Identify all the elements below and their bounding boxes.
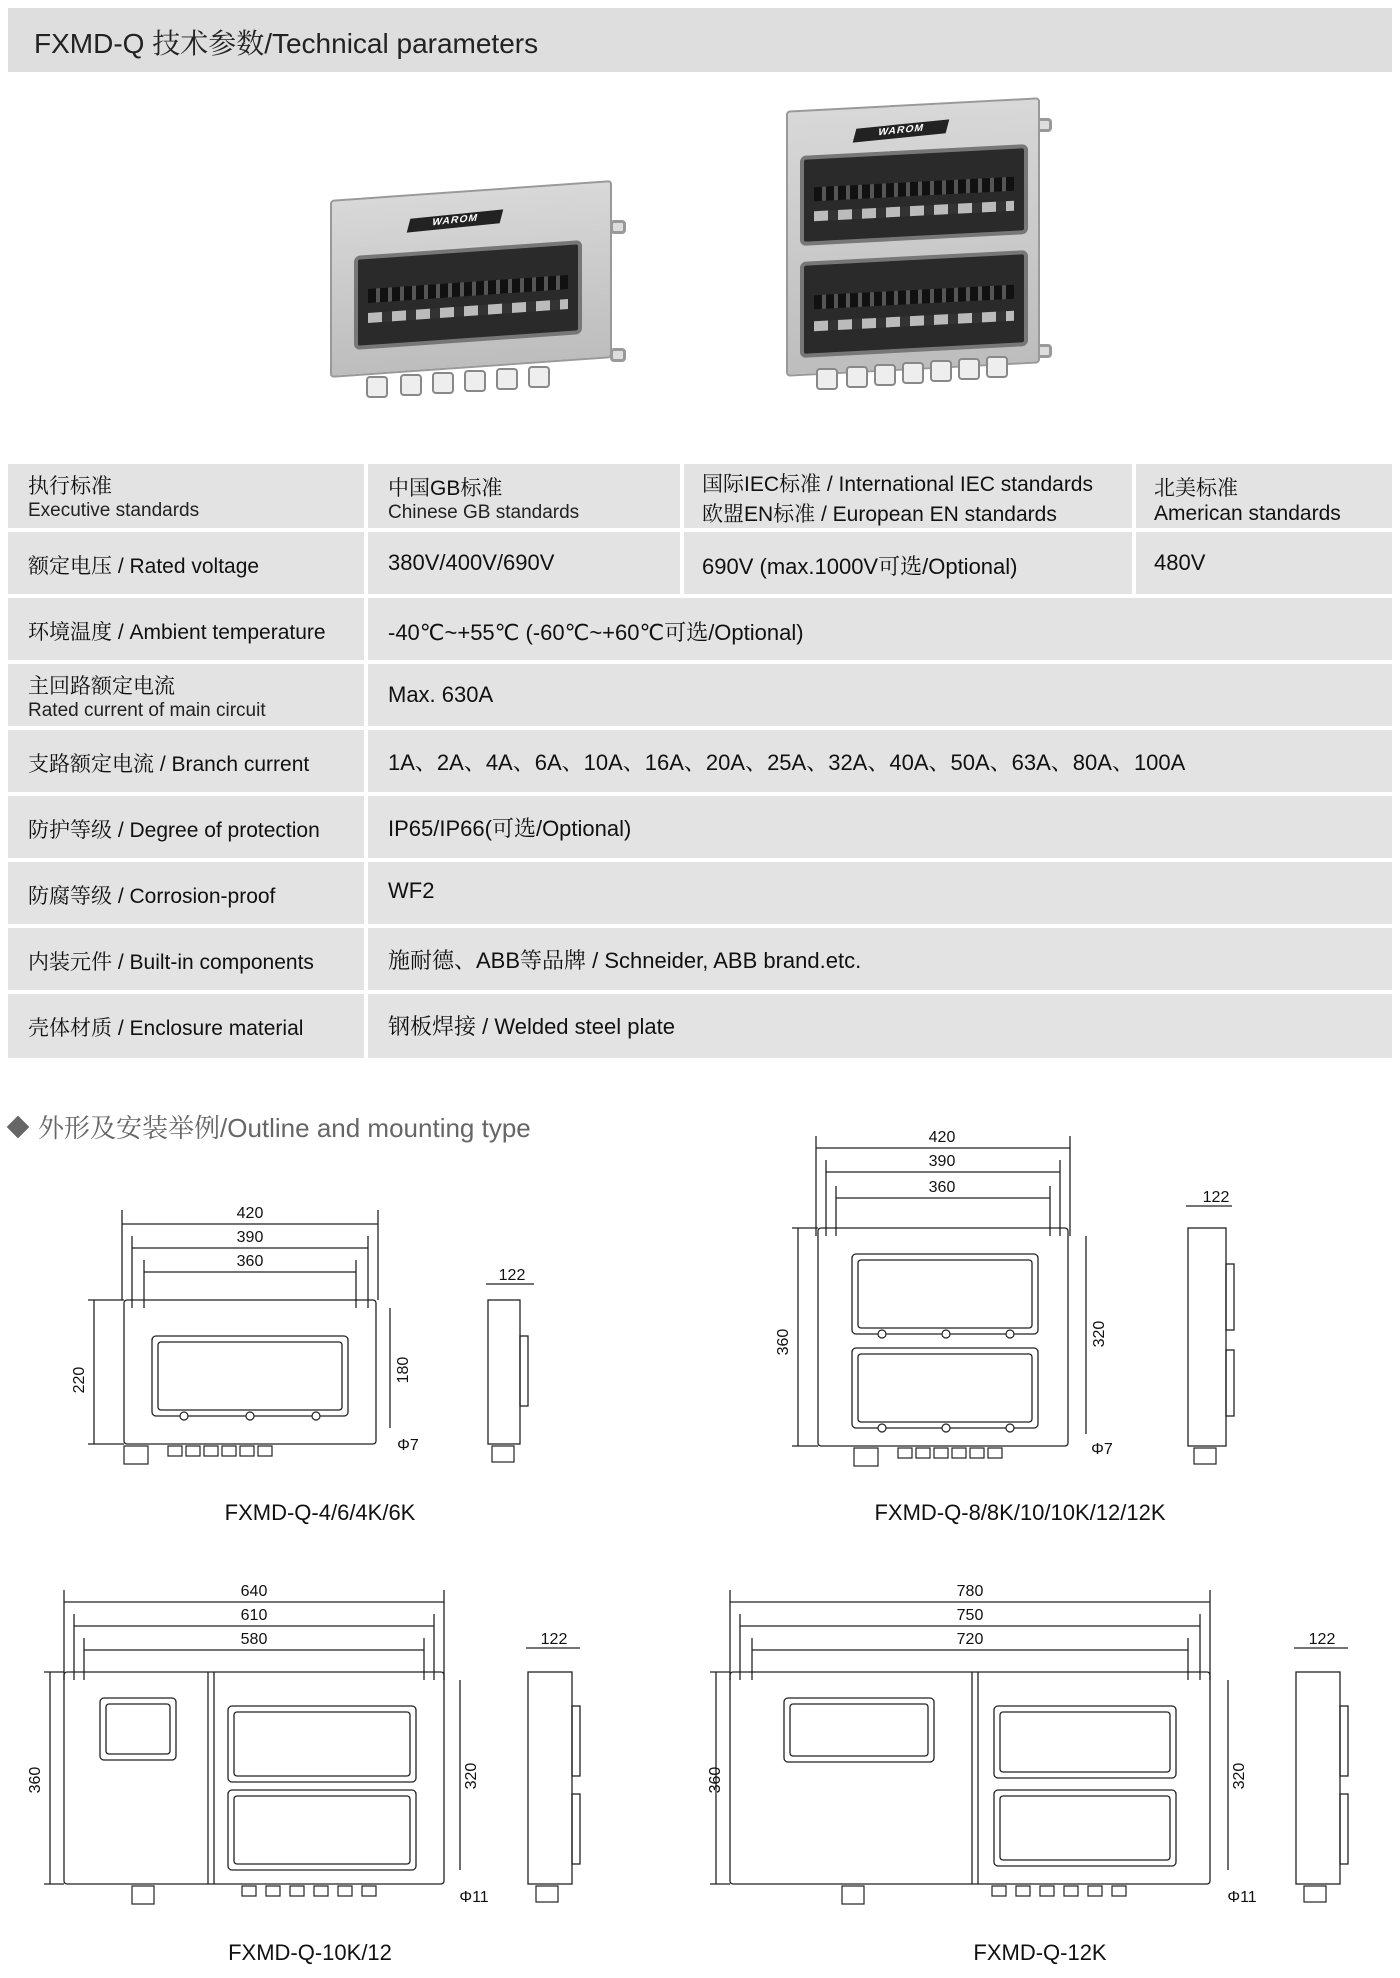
svg-text:Φ7: Φ7	[1091, 1441, 1113, 1458]
svg-text:320: 320	[1091, 1320, 1108, 1348]
table-row: 环境温度 / Ambient temperature -40℃~+55℃ (-60℃~+60℃可选/Optional)	[8, 598, 1392, 660]
svg-text:220: 220	[71, 1366, 88, 1394]
outline-drawing-3	[14, 1580, 614, 1920]
svg-text:Φ7: Φ7	[397, 1437, 419, 1454]
table-row: 壳体材质 / Enclosure material 钢板焊接 / Welded steel plate	[8, 994, 1392, 1058]
table-row: 防腐等级 / Corrosion-proof WF2	[8, 862, 1392, 924]
table-row: 执行标准 Executive standards 中国GB标准 Chinese GB standards 国际IEC标准 / International IEC standards 欧盟EN标准 / European EN standards 北美标准 American standards	[8, 464, 1392, 528]
svg-text:Φ11: Φ11	[1227, 1889, 1257, 1906]
svg-text:360: 360	[928, 1179, 956, 1196]
svg-text:420: 420	[928, 1129, 956, 1146]
svg-text:390: 390	[928, 1153, 956, 1170]
table-row: 支路额定电流 / Branch current 1A、2A、4A、6A、10A、16A、20A、25A、32A、40A、50A、63A、80A、100A	[8, 730, 1392, 792]
svg-text:390: 390	[236, 1229, 264, 1246]
table-row: 额定电压 / Rated voltage 380V/400V/690V 690V (max.1000V可选/Optional) 480V	[8, 532, 1392, 594]
caption-drawing-2: FXMD-Q-8/8K/10/10K/12/12K	[874, 1500, 1166, 1525]
svg-text:Φ11: Φ11	[459, 1889, 489, 1906]
header-bar	[8, 8, 1392, 72]
svg-text:640: 640	[240, 1583, 268, 1600]
table-row: 内装元件 / Built-in components 施耐德、ABB等品牌 / Schneider, ABB brand.etc.	[8, 928, 1392, 990]
table-row: 主回路额定电流 Rated current of main circuit Max. 630A	[8, 664, 1392, 726]
svg-text:610: 610	[240, 1607, 268, 1624]
svg-text:420: 420	[236, 1205, 264, 1222]
svg-text:122: 122	[1202, 1189, 1230, 1206]
svg-text:122: 122	[1308, 1631, 1336, 1648]
caption-drawing-3: FXMD-Q-10K/12	[228, 1940, 392, 1965]
svg-text:780: 780	[956, 1583, 984, 1600]
outline-drawing-1	[60, 1190, 580, 1490]
svg-text:122: 122	[498, 1267, 526, 1284]
table-row: 防护等级 / Degree of protection IP65/IP66(可选/Optional)	[8, 796, 1392, 858]
caption-drawing-4: FXMD-Q-12K	[973, 1940, 1107, 1965]
outline-drawing-2	[770, 1124, 1290, 1474]
svg-text:180: 180	[395, 1356, 412, 1384]
outline-drawing-4	[700, 1580, 1390, 1920]
product-photo-double	[786, 104, 1056, 404]
brand-logo-2: WAROM	[853, 119, 950, 142]
svg-text:360: 360	[775, 1328, 792, 1356]
svg-text:360: 360	[27, 1766, 44, 1794]
product-photo-single	[330, 190, 620, 400]
svg-text:750: 750	[956, 1607, 984, 1624]
diamond-icon	[7, 1116, 30, 1139]
svg-text:720: 720	[956, 1631, 984, 1648]
svg-text:320: 320	[463, 1762, 480, 1790]
svg-text:360: 360	[707, 1766, 724, 1794]
page-title: FXMD-Q 技术参数/Technical parameters	[34, 28, 539, 59]
svg-text:360: 360	[236, 1253, 264, 1270]
outline-section-title: 外形及安装举例/Outline and mounting type	[10, 1108, 531, 1145]
svg-text:580: 580	[240, 1631, 268, 1648]
brand-logo: WAROM	[407, 209, 504, 232]
svg-text:122: 122	[540, 1631, 568, 1648]
svg-text:320: 320	[1231, 1762, 1248, 1790]
caption-drawing-1: FXMD-Q-4/6/4K/6K	[224, 1500, 416, 1525]
